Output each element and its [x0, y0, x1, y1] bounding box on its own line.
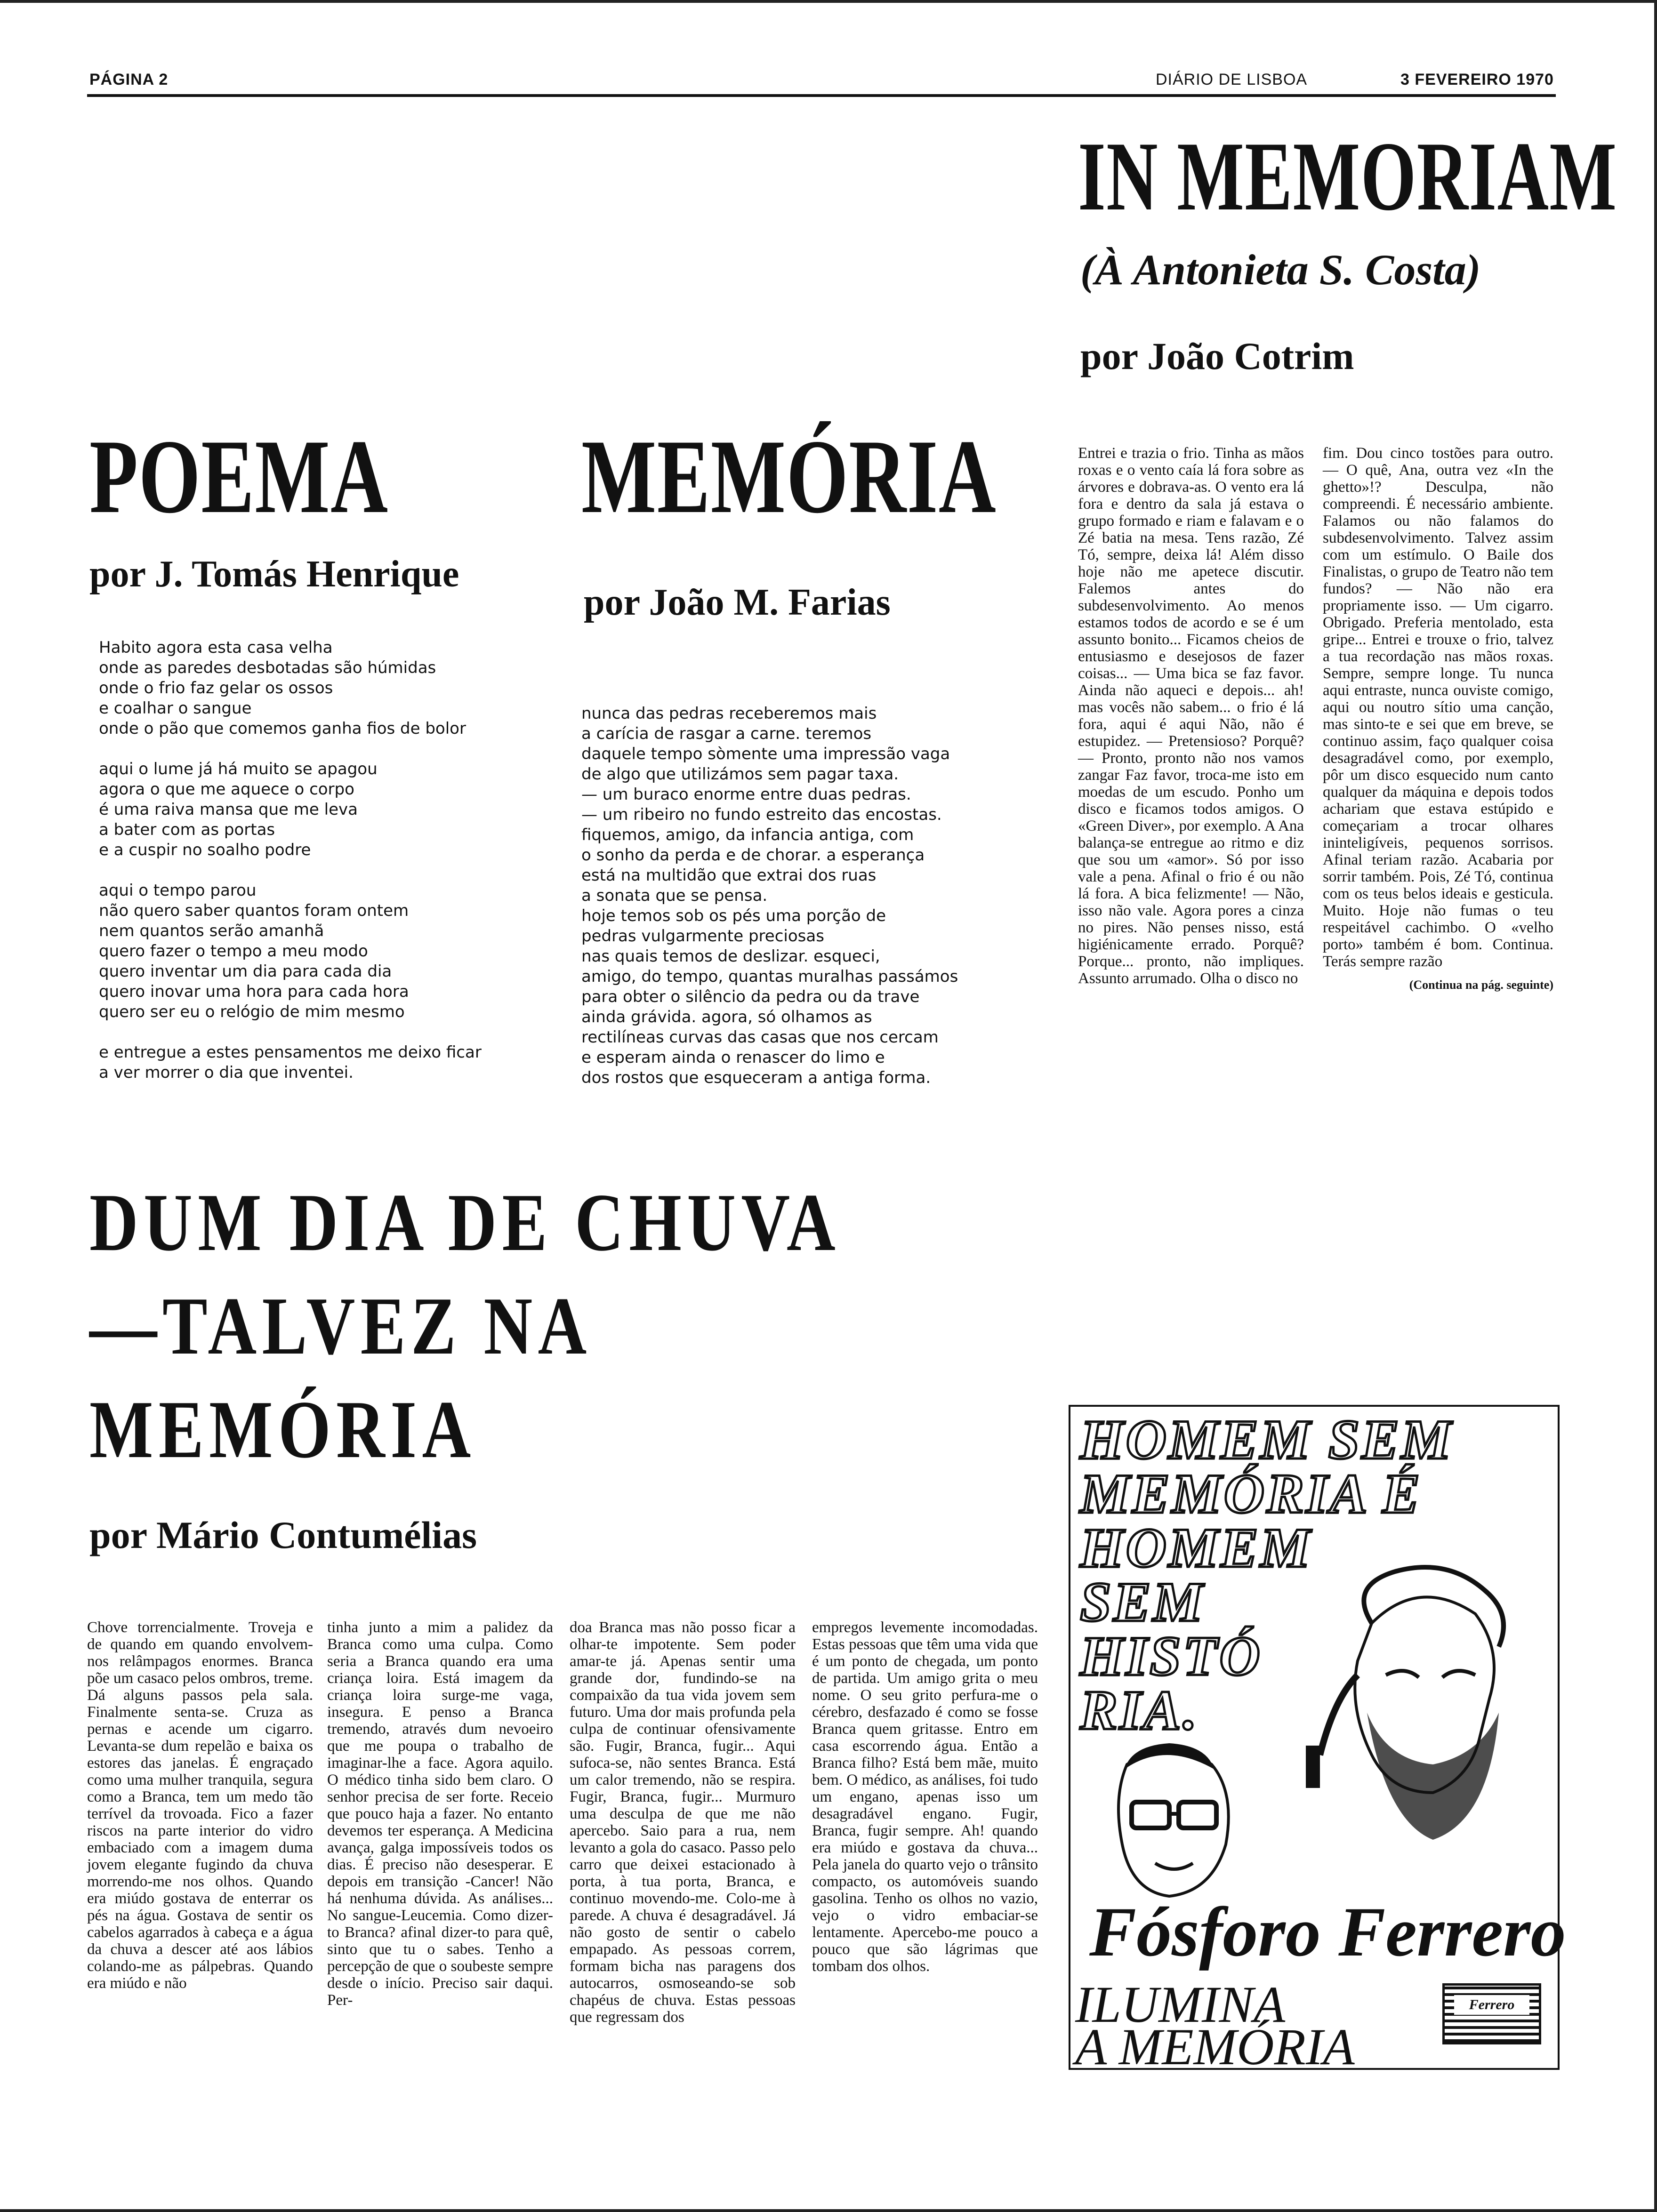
- chuva-title-line-3: MEMÓRIA: [89, 1384, 476, 1475]
- advertisement: [1069, 1405, 1566, 2076]
- memoria-title: MEMÓRIA: [581, 417, 997, 535]
- chuva-column-3: doa Branca mas não posso ficar a olhar-te impotente. Sem poder amar-te já. Apenas sentir uma grande dor, fundindo-se na compaixão da tua vida jovem sem futuro. Uma dor mais profunda pela culpa de continuar ofensivamente são. Fugir, Branca, fugir... Aqui sufoca-se, não sentes Branca. Está um calor tremendo, não se respira. Fugir, Branca, fugir... Murmuro uma desculpa de que me não apercebo. Saio para a rua, nem levanto a gola do casaco. Passo pelo carro que deixei estacionado à porta, à tua porta, Branca, e continuo movendo-me. Colo-me à parede. A chuva é desagradável. Já não gosto de sentir o cabelo empapado. As pessoas correm, formam bicha nas paragens dos autocarros, osmoseando-se sob chapéus de chuva. Estas pessoas que regressam dos: [570, 1619, 796, 2026]
- ad-brand-logo: Fósforo Ferrero: [1089, 1893, 1566, 1971]
- ad-slogan-line-1: ILUMINA: [1075, 1976, 1286, 2033]
- page-border-top: [0, 0, 1657, 3]
- in-memoriam-column-2: fim. Dou cinco tostões para outro. — O quê, Ana, outra vez «In the ghetto»!? Desculpa, não compreendi. É necessário ambiente. Falamos ou não falamos do subdesenvolvimento. Talvez assim com um estímulo. O Baile dos Finalistas, o grupo de Teatro não tem fundos? — Não não era propriamente isso. — Um cigarro. Obrigado. Preferia mentolado, esta gripe... Entrei e trouxe o frio, talvez a tua recordação nas mãos roxas. Sempre, sempre longe. Tu nunca aqui entraste, nunca ouviste comigo, aqui ou noutro sítio uma canção, mas sinto-te e sei que em breve, se continuo assim, faço qualquer coisa desagradável como, por exemplo, pôr um disco esquecido num canto qualquer da máquina e depois todos achariam que estava estúpido e começariam a trocar olhares ininteligíveis, pequenos sorrisos. Afinal teriam razão. Acabaria por sorrir também. Pois, Zé Tó, continua com os teus belos ideais e gesticula. Muito. Hoje não fumas o teu respeitável cachimbo. O «velho porto» também é bom. Continua. Terás sempre razão (Continua na pág. seguinte): [1323, 445, 1553, 994]
- continue-note: (Continua na pág. seguinte): [1409, 978, 1553, 992]
- page-number: PÁGINA 2: [89, 71, 169, 88]
- page-border-bottom: [0, 2209, 1657, 2212]
- chuva-column-4: empregos levemente incomodadas. Estas pessoas que têm uma vida que é um ponto de chegada, um ponto de partida. Um amigo grita o meu nome. O seu grito perfura-me o cérebro, desfazado é como se fosse Branca quem gritasse. Entro em casa escorrendo água. Então a Branca filho? Está bem mãe, muito bem. O médico, as análises, foi tudo um engano, apenas isso um desagradável engano. Fugir, Branca, fugir sempre. Ah! quando era miúdo e gostava da chuva... Pela janela do quarto vejo o trânsito compacto, os automóveis suando gasolina. Tenho os olhos no vazio, vejo o vidro embaciar-se lentamente. Apercebo-me pouco a pouco que são lágrimas que tombam dos olhos.: [812, 1619, 1038, 1975]
- matchbox-label: Ferrero: [1454, 1995, 1529, 2015]
- poema-title: POEMA: [89, 417, 389, 535]
- header-rule: [87, 94, 1556, 97]
- bearded-man-illustration: [1292, 1557, 1546, 1859]
- memoria-text: nunca das pedras receberemos mais a carícia de rasgar a carne. teremos daquele tempo sòmente uma impressão vaga de algo que utilizámos sem pagar taxa. — um buraco enorme entre duas pedras. — um ribeiro no fundo estreito das encostas. fiquemos, amigo, da infancia antiga, com o sonho da perda e de chorar. a esperança está na multidão que extrai dos ruas a sonata que se pensa. hoje temos sob os pés uma porção de pedras vulgarmente preciosas nas quais temos de deslizar. esqueci, amigo, do tempo, quantas muralhas passámos para obter o silêncio da pedra ou da trave ainda grávida. agora, só olhamos as rectilíneas curvas das casas que nos cercam e esperam ainda o renascer do limo e dos rostos que esqueceram a antiga forma.: [581, 704, 958, 1087]
- ad-headline-line-4: SEM: [1080, 1571, 1205, 1633]
- poema-text: Habito agora esta casa velha onde as paredes desbotadas são húmidas onde o frio faz gelar os ossos e coalhar o sangue onde o pão que comemos ganha fios de bolor aqui o lume já há muito se apagou agora o que me aquece o corpo é uma raiva mansa que me leva a bater com as portas e a cuspir no soalho podre aqui o tempo parou não quero saber quantos foram ontem nem quantos serão amanhã quero fazer o tempo a meu modo quero inventar um dia para cada dia quero inovar uma hora para cada hora quero ser eu o relógio de mim mesmo e entregue a estes pensamentos me deixo ficar a ver morrer o dia que inventei.: [99, 638, 482, 1082]
- memoria-byline: por João M. Farias: [584, 582, 891, 623]
- ad-headline-line-1: HOMEM SEM: [1080, 1408, 1453, 1471]
- chuva-column-1: Chove torrencialmente. Troveja e de quando em quando envolvem-nos relâmpagos enormes. Branca põe um casaco pelos ombros, treme. Dá alguns passos pela sala. Finalmente senta-se. Cruza as pernas e acende um cigarro. Levanta-se dum repelão e baixa os estores das janelas. É engraçado como uma mulher tranquila, segura como a Branca, tem um medo tão terrível da trovoada. Fico a fazer riscos na parte interior do vidro embaciado com a imagem duma jovem elegante fugindo da chuva morrendo-me nos olhos. Quando era miúdo gostava de enterrar os pés na água. Gostava de sentir os cabelos agarrados à cabeça e a água da chuva a descer até aos lábios colando-me as pálpebras. Quando era miúdo e não: [87, 1619, 313, 1992]
- ad-headline-line-6: RIA.: [1080, 1679, 1199, 1741]
- chuva-title-line-2: —TALVEZ NA: [89, 1280, 592, 1371]
- matchbox-image: [1442, 1983, 1541, 2044]
- ad-slogan-line-2: A MEMÓRIA: [1075, 2018, 1355, 2076]
- in-memoriam-column-1: Entrei e trazia o frio. Tinha as mãos roxas e o vento caía lá fora sobre as árvores e dobrava-as. O vento era lá fora e dentro da sala já estava o grupo formado e riam e falavam e o Zé batia na mesa. Tens razão, Zé Tó, sempre, deixa lá! Além disso hoje não me apetece discutir. Falemos antes do subdesenvolvimento. Ao menos estamos todos de acordo e se é um assunto bonito... Ficamos cheios de entusiasmo e desejosos de fazer coisas... — Uma bica se faz favor. Ainda não aqueci e depois... ah! mas vocês não sabem... o frio é lá fora, aqui é aqui Não, não é estupidez. — Pretensioso? Porquê? — Pronto, pronto não nos vamos zangar Faz favor, troca-me isto em moedas de um escudo. Ponho um disco e ficamos todos amigos. O «Green Diver», por exemplo. A Ana balança-se entregue ao ritmo e diz que sou um «amor». Só por isso vale a pena. Afinal o frio é ou não lá fora. A bica felizmente! — Não, isso não vale. Agora pores a cinza no pires. Não penses nisso, está higiénicamente errado. Porquê? Porque... pronto, não impliques. Assunto arrumado. Olha o disco no: [1078, 445, 1304, 987]
- man-with-glasses-illustration: [1085, 1736, 1282, 1915]
- ad-headline-line-3: HOMEM: [1080, 1516, 1312, 1579]
- newspaper-name: DIÁRIO DE LISBOA: [1156, 71, 1308, 88]
- ad-headline-line-2: MEMÓRIA É: [1080, 1462, 1422, 1525]
- in-memoriam-title: IN MEMORIAM: [1078, 122, 1617, 231]
- issue-date: 3 FEVEREIRO 1970: [1400, 71, 1554, 88]
- in-memoriam-byline: por João Cotrim: [1080, 335, 1354, 377]
- ad-headline-line-5: HISTÓ: [1080, 1625, 1262, 1687]
- poema-byline: por J. Tomás Henrique: [89, 553, 459, 595]
- page-border-right: [1654, 0, 1657, 2212]
- chuva-title-line-1: DUM DIA DE CHUVA: [89, 1177, 841, 1268]
- chuva-column-2: tinha junto a mim a palidez da Branca como uma culpa. Como seria a Branca quando era uma criança loira. Está imagem da criança loira surge-me vaga, insegura. E penso a Branca tremendo, através dum nevoeiro que me poupa o trabalho de imaginar-lhe a face. Agora aquilo. O médico tinha sido bem claro. O senhor precisa de ser forte. Receio que pouco haja a fazer. No entanto devemos ter esperança. A Medicina avança, galga impossíveis todos os dias. É preciso não desesperar. E depois em transição -Cancer! Não há nenhuma dúvida. As análises... No sangue-Leucemia. Como dizer-to Branca? afinal dizer-to para quê, sinto que tu o sabes. Tenho a percepção de que o soubeste sempre desde o início. Preciso sair daqui. Per-: [327, 1619, 553, 2009]
- in-memoriam-dedication: (À Antonieta S. Costa): [1080, 246, 1481, 294]
- chuva-byline: por Mário Contumélias: [89, 1514, 477, 1556]
